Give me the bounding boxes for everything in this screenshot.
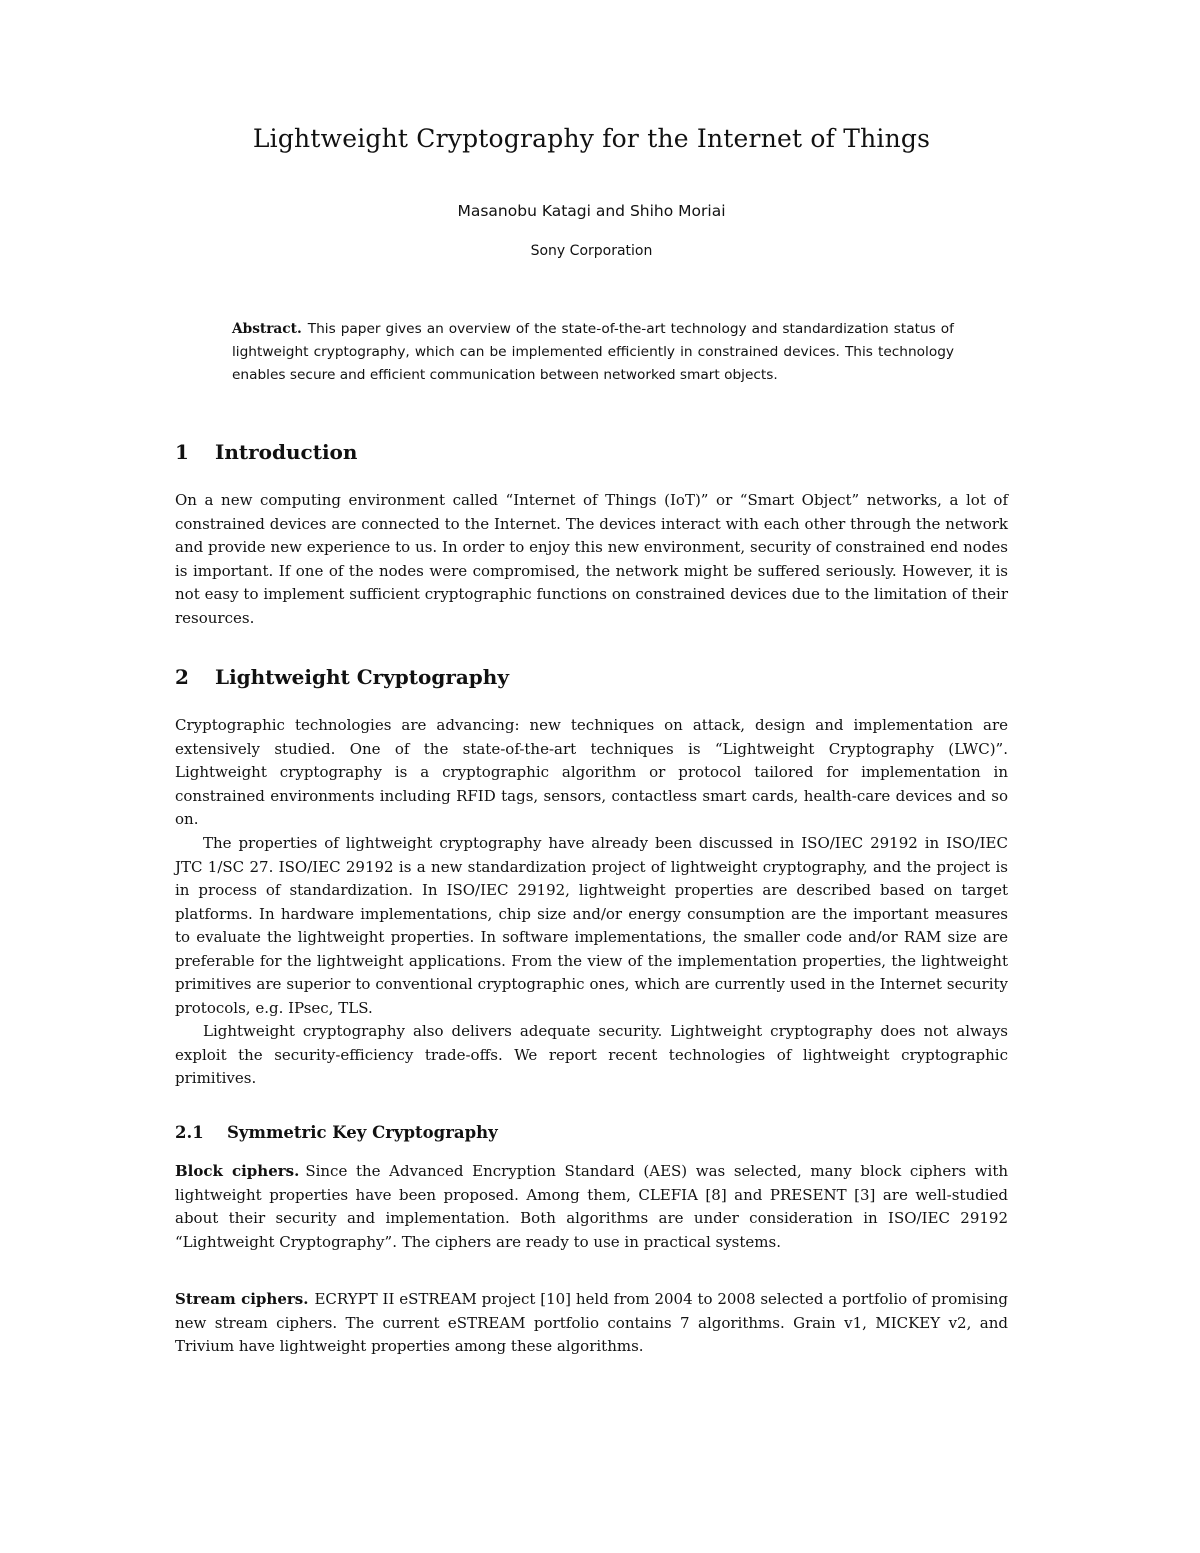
stream-ciphers-heading: Stream ciphers. — [175, 1290, 309, 1308]
paper-title: Lightweight Cryptography for the Internet of Things — [252, 124, 931, 153]
paper-authors: Masanobu Katagi and Shiho Moriai — [457, 202, 726, 220]
section-title: Introduction — [215, 440, 358, 464]
block-ciphers-heading: Block ciphers. — [175, 1162, 300, 1180]
paper-affiliation: Sony Corporation — [530, 243, 653, 259]
subsection-heading-symmetric-key — [175, 1123, 498, 1142]
stream-ciphers-text: ECRYPT II eSTREAM project [10] held from 2004 to 2008 selected a portfolio of promising new stream ciphers. The current eSTREAM portfolio contains 7 algorithms. Grain v1, MICKEY v2, and Trivium have lightweight properties among these algorithms. — [175, 1290, 1009, 1355]
section-number: 2 — [175, 665, 189, 689]
abstract — [232, 318, 954, 387]
section-heading-lightweight-cryptography — [175, 665, 509, 689]
block-ciphers-paragraph — [175, 1160, 1008, 1254]
block-ciphers-text: Since the Advanced Encryption Standard (AES) was selected, many block ciphers with lightweight properties have been proposed. Among them, CLEFIA [8] and PRESENT [3] are well-studied about their security and implementation. Both algorithms are under consideration in ISO/IEC 29192 “Lightweight Cryptography”. The ciphers are ready to use in practical systems. — [175, 1162, 1009, 1251]
lwc-paragraph-2: The properties of lightweight cryptography have already been discussed in ISO/IEC 29192 in ISO/IEC JTC 1/SC 27. ISO/IEC 29192 is a new standardization project of lightweight cryptography, and the project is in process of standardization. In ISO/IEC 29192, lightweight properties are described based on target platforms. In hardware implementations, chip size and/or energy consumption are the important measures to evaluate the lightweight properties. In software implementations, the smaller code and/or RAM size are preferable for the lightweight applications. From the view of the implementation properties, the lightweight primitives are superior to conventional cryptographic ones, which are currently used in the Internet security protocols, e.g. IPsec, TLS. — [175, 834, 1008, 1017]
lwc-paragraph-3: Lightweight cryptography also delivers adequate security. Lightweight cryptography does not always exploit the security-efficiency trade-offs. We report recent technologies of lightweight cryptographic primitives. — [175, 1022, 1008, 1087]
subsection-number: 2.1 — [175, 1123, 204, 1142]
subsection-title: Symmetric Key Cryptography — [227, 1123, 498, 1142]
section-number: 1 — [175, 440, 189, 464]
intro-paragraph: On a new computing environment called “Internet of Things (IoT)” or “Smart Object” networks, a lot of constrained devices are connected to the Internet. The devices interact with each other through the network and provide new experience to us. In order to enjoy this new environment, security of constrained end nodes is important. If one of the nodes were compromised, the network might be suffered seriously. However, it is not easy to implement sufficient cryptographic functions on constrained devices due to the limitation of their resources. — [175, 491, 1008, 627]
abstract-text: This paper gives an overview of the state-of-the-art technology and standardization status of lightweight cryptography, which can be implemented efficiently in constrained devices. This technology enables secure and efficient communication between networked smart objects. — [232, 321, 954, 383]
stream-ciphers-paragraph — [175, 1288, 1008, 1359]
section-title: Lightweight Cryptography — [215, 665, 509, 689]
lwc-paragraph-1: Cryptographic technologies are advancing: new techniques on attack, design and implementation are extensively studied. One of the state-of-the-art techniques is “Lightweight Cryptography (LWC)”. Lightweight cryptography is a cryptographic algorithm or protocol tailored for implementation in constrained environments including RFID tags, sensors, contactless smart cards, health-care devices and so on. — [175, 716, 1008, 828]
section-heading-introduction — [175, 440, 357, 464]
abstract-label: Abstract. — [232, 321, 302, 337]
